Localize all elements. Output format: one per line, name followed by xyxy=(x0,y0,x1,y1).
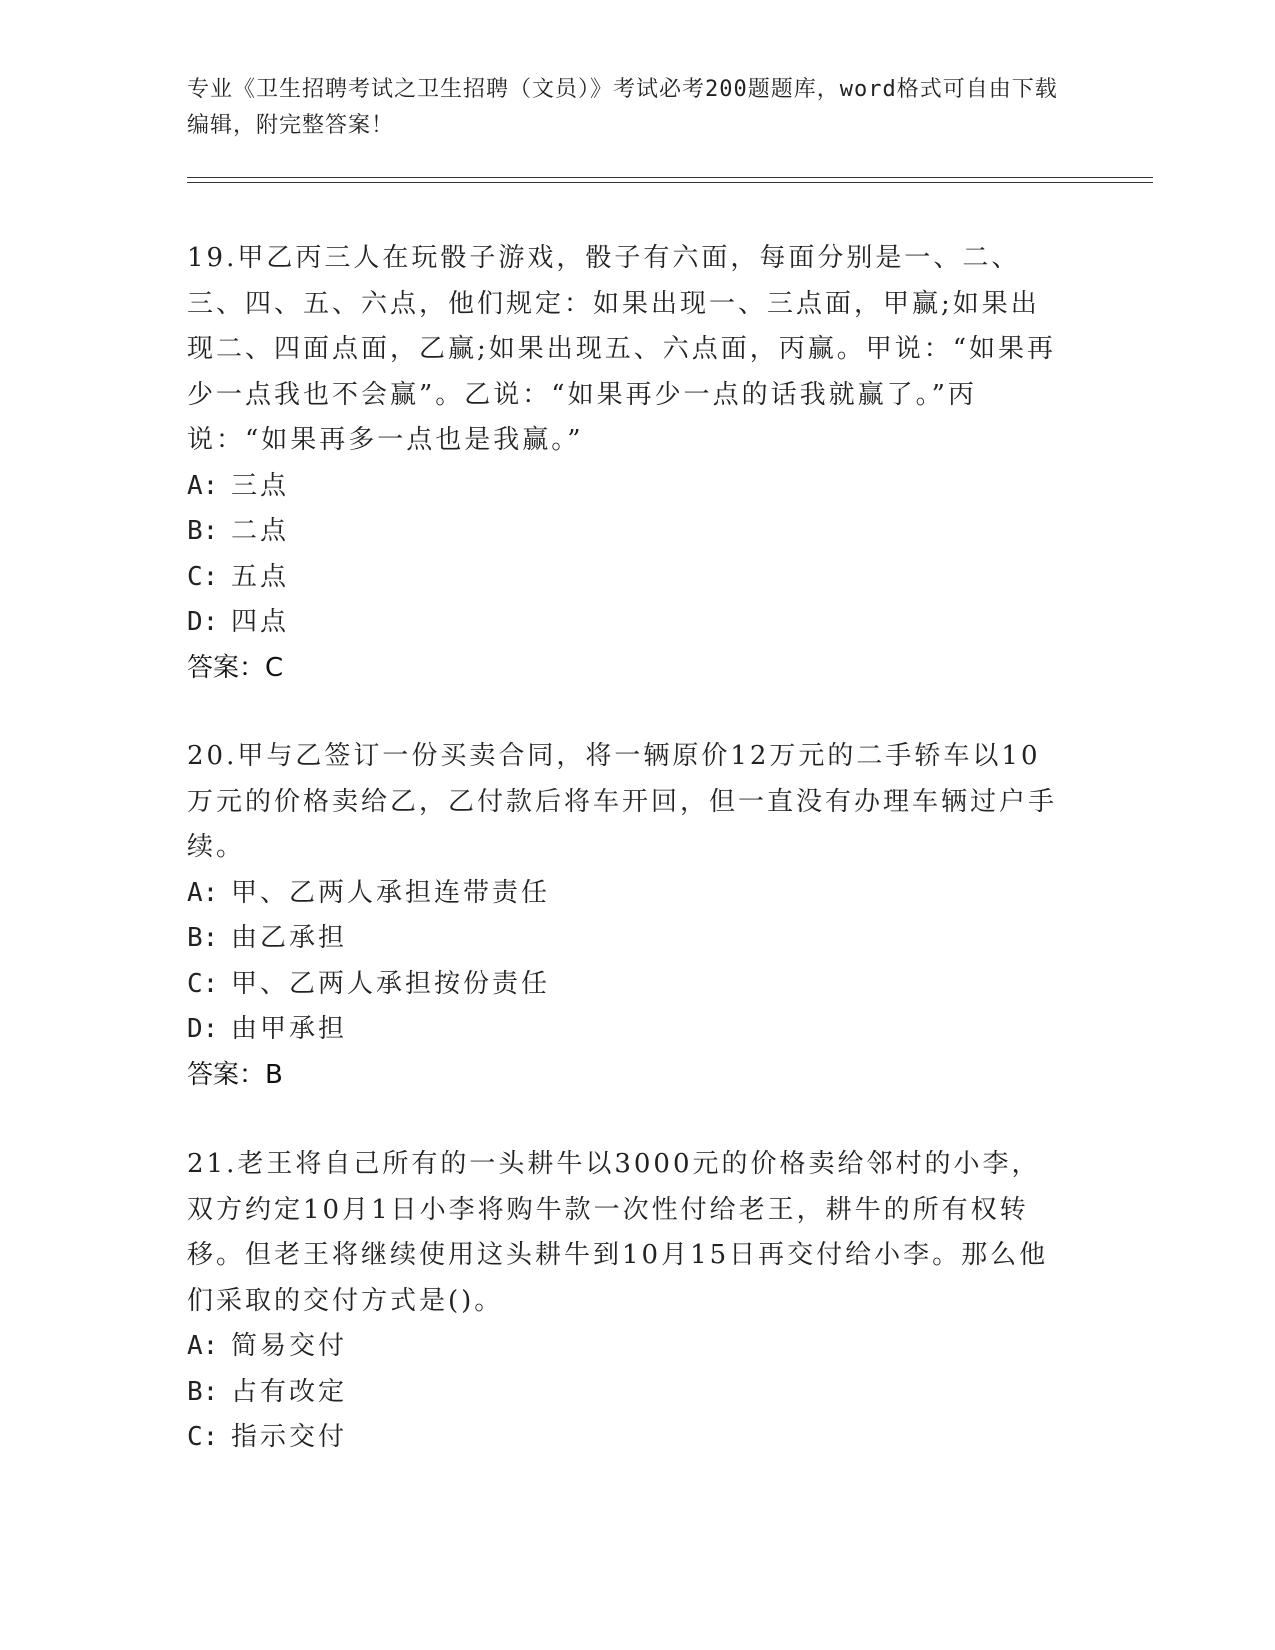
option-a xyxy=(187,871,1067,917)
option-b xyxy=(187,509,1067,555)
option-letter: B: xyxy=(187,1376,219,1407)
option-letter: A: xyxy=(187,1331,219,1361)
question-21 xyxy=(187,1142,1067,1461)
option-a xyxy=(187,1324,1067,1370)
option-text: 五点 xyxy=(231,561,290,592)
option-d xyxy=(187,600,1067,646)
option-a xyxy=(187,464,1067,510)
question-19 xyxy=(187,236,1067,691)
option-text: 由乙承担 xyxy=(231,923,348,953)
option-text: 甲、乙两人承担按份责任 xyxy=(231,968,551,999)
option-text: 二点 xyxy=(231,516,290,546)
document-header: 专业《卫生招聘考试之卫生招聘（文员）》考试必考200题题库，word格式可自由下载编辑，附完整答案！ xyxy=(187,77,1058,138)
option-c xyxy=(187,1415,1067,1461)
option-text: 简易交付 xyxy=(231,1331,348,1361)
option-letter: C: xyxy=(187,561,219,592)
question-stem: 19.甲乙丙三人在玩骰子游戏，骰子有六面，每面分别是一、二、三、四、五、六点，他们规定：如果出现一、三点面，甲赢;如果出现二、四面点面，乙赢;如果出现五、六点面，丙赢。甲说：“如果再少一点我也不会赢”。乙说：“如果再少一点的话我就赢了。”丙说：“如果再多一点也是我赢。” xyxy=(187,243,1057,455)
question-20 xyxy=(187,734,1067,1098)
option-c xyxy=(187,962,1067,1008)
question-stem: 20.甲与乙签订一份买卖合同，将一辆原价12万元的二手轿车以10万元的价格卖给乙，乙付款后将车开回，但一直没有办理车辆过户手续。 xyxy=(187,741,1058,862)
option-text: 甲、乙两人承担连带责任 xyxy=(231,877,551,908)
option-b xyxy=(187,1370,1067,1416)
option-letter: C: xyxy=(187,1422,219,1452)
option-c xyxy=(187,555,1067,601)
option-b xyxy=(187,916,1067,962)
option-letter: A: xyxy=(187,470,219,501)
option-letter: B: xyxy=(187,923,219,953)
option-text: 指示交付 xyxy=(231,1422,348,1452)
header-rule-top xyxy=(187,177,1153,178)
answer-line: 答案：B xyxy=(187,1059,283,1090)
option-text: 三点 xyxy=(231,470,290,501)
option-text: 占有改定 xyxy=(231,1376,348,1407)
header-rule-bottom xyxy=(187,182,1153,183)
question-stem: 21.老王将自己所有的一头耕牛以3000元的价格卖给邻村的小李，双方约定10月1日小李将购牛款一次性付给老王，耕牛的所有权转移。但老王将继续使用这头耕牛到10月15日再交付给小李。那么他们采取的交付方式是()。 xyxy=(187,1149,1049,1316)
option-text: 由甲承担 xyxy=(231,1014,348,1044)
option-text: 四点 xyxy=(231,607,290,637)
option-d xyxy=(187,1007,1067,1053)
answer-line: 答案：C xyxy=(187,652,284,683)
option-letter: B: xyxy=(187,516,219,546)
option-letter: D: xyxy=(187,1014,219,1044)
option-letter: C: xyxy=(187,968,219,999)
option-letter: D: xyxy=(187,607,219,637)
option-letter: A: xyxy=(187,877,219,908)
